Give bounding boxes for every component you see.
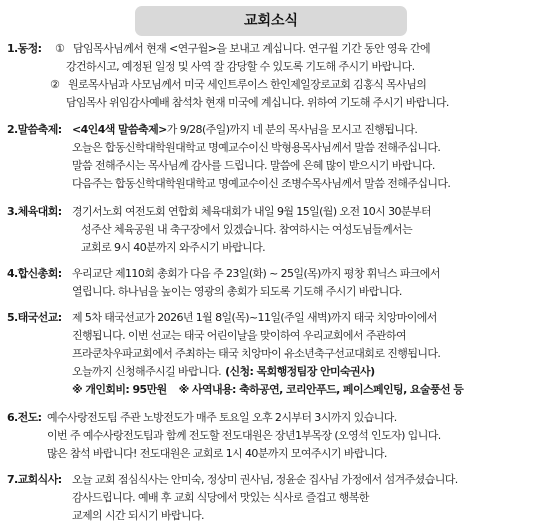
section-header: 5.태국선교: bbox=[7, 311, 62, 324]
notice-line: 이번 주 예수사랑전도팀과 함께 전도할 전도대원은 장년1부목장 (오영석 인도자) 입니다. bbox=[47, 429, 441, 442]
notice-line: 오늘까지 신청해주시길 바랍니다. bbox=[72, 365, 222, 378]
notice-line: 원로목사님과 사모님께서 미국 세인트루이스 한인제일장로교회 김홍식 목사님의 bbox=[68, 78, 427, 91]
notice-line: 말씀 전해주시는 목사님께 감사를 드립니다. 말씀에 은혜 많이 받으시기 바랍니다. bbox=[72, 159, 435, 172]
notice-line: 많은 참석 바랍니다! 전도대원은 교회로 1시 40분까지 모여주시기 바랍니다. bbox=[47, 447, 387, 460]
notice-section-2 bbox=[7, 121, 537, 193]
page-title: 교회소식 bbox=[135, 6, 407, 36]
notice-line: 담임목사님께서 현재 <연구월>을 보내고 계십니다. 연구월 기간 동안 영육 간에 bbox=[73, 42, 431, 55]
fee-note: ※ 개인회비: 95만원 bbox=[72, 383, 167, 396]
notice-section-5 bbox=[7, 309, 537, 399]
notice-line: 교회로 9시 40분까지 와주시기 바랍니다. bbox=[81, 241, 266, 254]
notice-section-4 bbox=[7, 265, 537, 301]
notice-line: 담임목사 위임감사예배 참석차 현재 미국에 계십니다. 위하여 기도해 주시기 바랍니다. bbox=[66, 96, 449, 109]
notice-line: 예수사랑전도팀 주관 노방전도가 매주 토요일 오후 2시부터 3시까지 있습니다. bbox=[47, 411, 397, 424]
section-header: 6.전도: bbox=[7, 411, 42, 424]
event-name: <4인4색 말씀축제> bbox=[72, 123, 167, 136]
notice-line: 오늘 교회 점심식사는 안미숙, 정상미 권사님, 정윤순 집사님 가정에서 섬겨주셨습니다. bbox=[72, 473, 458, 486]
notice-line: 성주산 체육공원 내 축구장에서 있겠습니다. 참여하시는 여성도님들께서는 bbox=[81, 223, 413, 236]
signup-contact: (신청: 목회행정팀장 안미숙권사) bbox=[225, 365, 375, 378]
section-header: 1.동정: bbox=[7, 42, 42, 55]
section-header: 4.합신총회: bbox=[7, 267, 62, 280]
notice-line: 경기서노회 여전도회 연합회 체육대회가 내일 9월 15일(월) 오전 10시 30분부터 bbox=[72, 205, 431, 218]
notice-line: 프라쿤차우파교회에서 주최하는 태국 치앙마이 유소년축구선교대회로 진행됩니다. bbox=[72, 347, 441, 360]
notice-section-3 bbox=[7, 203, 537, 257]
section-header: 2.말씀축제: bbox=[7, 123, 62, 136]
notice-line: 우리교단 제110회 총회가 다음 주 23일(화) ~ 25일(목)까지 평창 휘닉스 파크에서 bbox=[72, 267, 440, 280]
notice-line: 진행됩니다. 이번 선교는 태국 어린이날을 맞이하여 우리교회에서 주관하여 bbox=[72, 329, 406, 342]
notice-section-6 bbox=[7, 409, 537, 463]
notice-line: 열립니다. 하나님을 높이는 영광의 총회가 되도록 기도해 주시기 바랍니다. bbox=[72, 285, 402, 298]
notice-line: 다음주는 합동신학대학원대학교 명예교수이신 조병수목사님께서 말씀 전해주십니다. bbox=[72, 177, 451, 190]
notice-line: 강건하시고, 예정된 일정 및 사역 잘 감당할 수 있도록 기도해 주시기 바랍니다. bbox=[66, 60, 415, 73]
notice-line: 제 5차 태국선교가 2026년 1월 8일(목)~11일(주일 새벽)까지 태국 치앙마이에서 bbox=[72, 311, 437, 324]
section-header: 7.교회식사: bbox=[7, 473, 62, 486]
item-marker: ② bbox=[50, 78, 60, 91]
notice-section-7 bbox=[7, 471, 537, 525]
section-header: 3.체육대회: bbox=[7, 205, 62, 218]
ministry-note: ※ 사역내용: 축하공연, 코리안푸드, 페이스페인팅, 요술풍선 등 bbox=[178, 383, 464, 396]
notice-line: 가 9/28(주일)까지 네 분의 목사님을 모시고 진행됩니다. bbox=[166, 123, 418, 136]
item-marker: ① bbox=[55, 42, 65, 55]
notice-line: 감사드립니다. 예배 후 교회 식당에서 맛있는 식사로 즐겁고 행복한 bbox=[72, 491, 369, 504]
notice-line: 오늘은 합동신학대학원대학교 명예교수이신 박형용목사님께서 말씀 전해주십니다. bbox=[72, 141, 441, 154]
notice-section-1 bbox=[7, 40, 537, 112]
notice-line: 교제의 시간 되시기 바랍니다. bbox=[72, 509, 204, 522]
